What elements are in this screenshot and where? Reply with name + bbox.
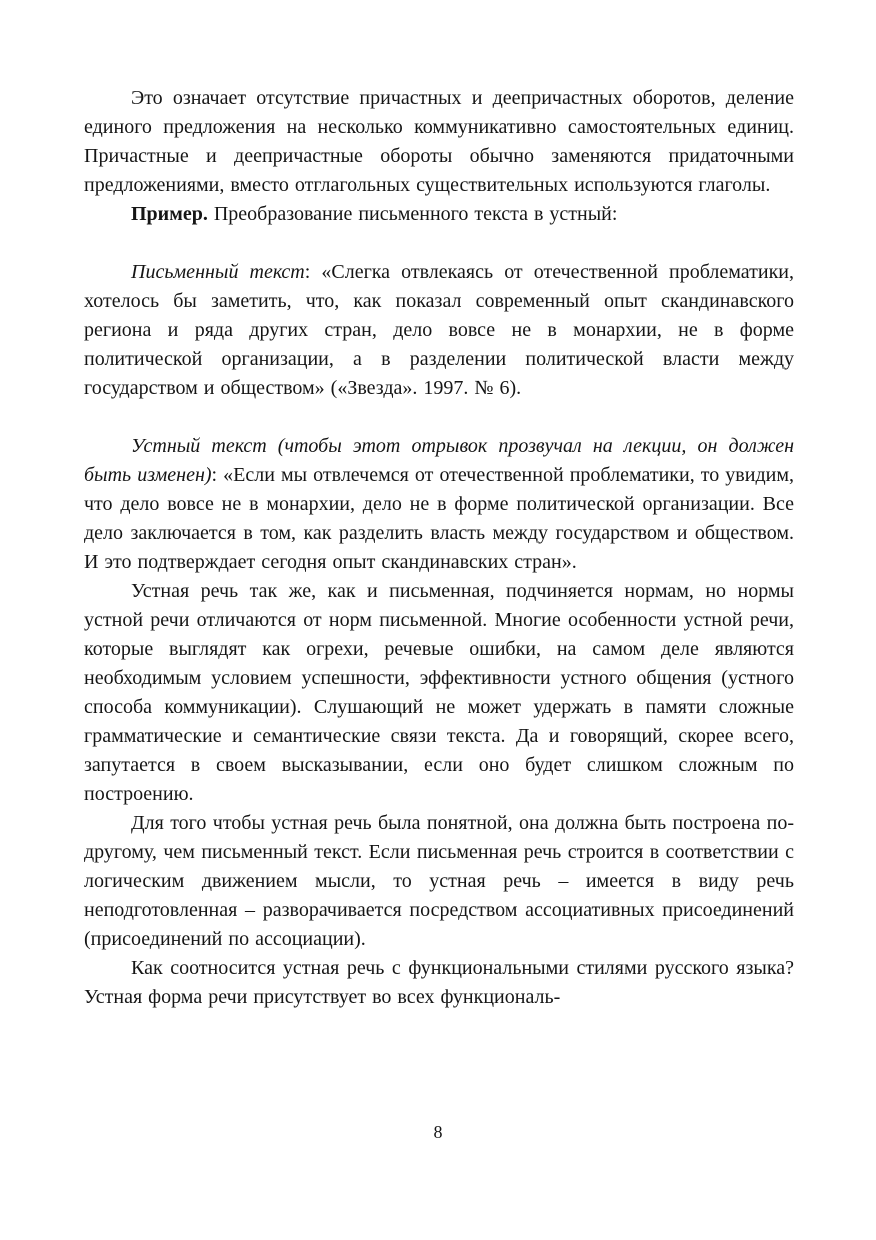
oral-text-label: Устный текст (чтобы этот отрывок прозвучал на лекции, он должен быть изменен)	[84, 435, 794, 486]
paragraph-1: Это означает отсутствие причастных и деепричастных оборотов, деление единого предложения на несколько коммуникативно самостоятельных единиц. Причастные и деепричастные обороты обычно заменяются придаточными предложениями, вместо отглагольных существительных используются глаголы.	[84, 87, 794, 196]
paragraph-4-text: : «Если мы отвлечемся от отечественной проблематики, то увидим, что дело вовсе не в монархии, дело не в форме политической организации. Все дело заключается в том, как разделить власть между государством и обществом. И это подтверждает сегодня опыт скандинавских стран».	[84, 464, 794, 573]
written-text-label: Письменный текст	[131, 261, 305, 283]
paragraph-7: Как соотносится устная речь с функциональными стилями русского языка? Устная форма речи присутствует во всех функциональ-	[84, 957, 794, 1008]
paragraph-6: Для того чтобы устная речь была понятной, она должна быть построена по-другому, чем письменный текст. Если письменная речь строится в соответствии с логическим движением мысли, то устная речь – имеется в виду речь неподготовленная – разворачивается посредством ассоциативных присоединений (присоединений по ассоциации).	[84, 812, 794, 950]
paragraph-3-text: : «Слегка отвлекаясь от отечественной проблематики, хотелось бы заметить, что, как показал современный опыт скандинавского региона и ряда других стран, дело вовсе не в монархии, не в форме политической организации, а в разделении политической власти между государством и обществом» («Звезда». 1997. № 6).	[84, 261, 794, 399]
paragraph-2	[84, 200, 794, 229]
page-number: 8	[433, 1122, 443, 1142]
page-content	[84, 84, 794, 1012]
paragraph-5: Устная речь так же, как и письменная, подчиняется нормам, но нормы устной речи отличаются от норм письменной. Многие особенности устной речи, которые выглядят как огрехи, речевые ошибки, на самом деле являются необходимым условием успешности, эффективности устного общения (устного способа коммуникации). Слушающий не может удержать в памяти сложные грамматические и семантические связи текста. Да и говорящий, скорее всего, запутается в своем высказывании, если оно будет слишком сложным по построению.	[84, 580, 794, 805]
paragraph-2-text: Преобразование письменного текста в устный:	[207, 203, 618, 225]
example-label: Пример.	[131, 203, 208, 225]
paragraph-3	[84, 258, 794, 403]
paragraph-4	[84, 432, 794, 577]
